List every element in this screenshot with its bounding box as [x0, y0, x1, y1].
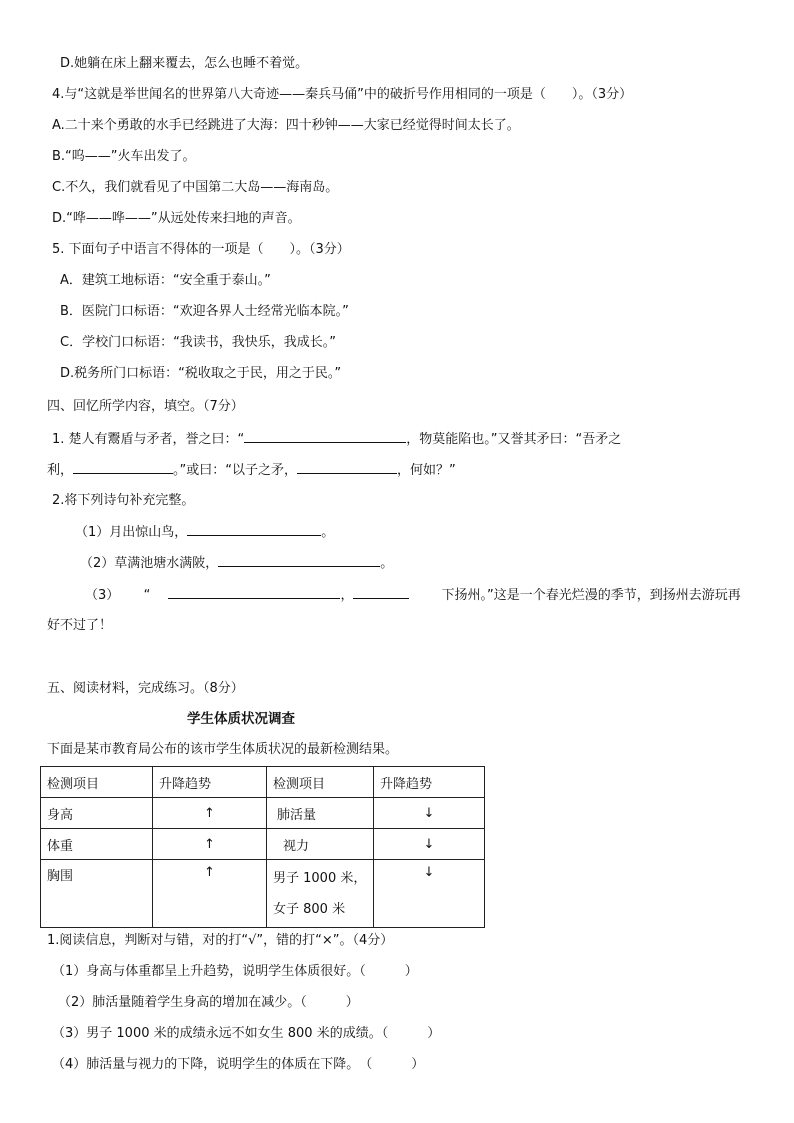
- table-cell-line: 女子 800 米: [273, 901, 346, 917]
- answer-blank[interactable]: [218, 554, 380, 567]
- trend-down-icon: ↓: [374, 798, 485, 829]
- poem-line-1: （1）月出惊山鸟，: [75, 525, 188, 540]
- poem-line-2: （2）草满池塘水满陂，: [80, 556, 219, 571]
- table-row: [41, 798, 485, 829]
- statement-3: （3）男子 1000 米的成绩永远不如女生 800 米的成绩。（ ）: [52, 1026, 441, 1041]
- trend-down-icon: ↓: [374, 860, 485, 928]
- table-cell: 视力: [267, 829, 374, 860]
- table-row: [41, 860, 485, 928]
- statement-1: （1）身高与体重都呈上升趋势，说明学生体质很好。（ ）: [52, 964, 418, 979]
- q4-option-d: D.“哗——哗——”从远处传来扫地的声音。: [52, 211, 301, 226]
- q4-option-c: C.不久，我们就看见了中国第二大岛——海南岛。: [52, 180, 339, 195]
- section5-q1: 1.阅读信息，判断对与错，对的打“√”，错的打“×”。（4分）: [47, 933, 394, 948]
- trend-up-icon: ↑: [153, 798, 267, 829]
- survey-table: [40, 766, 485, 928]
- q5-question: 5. 下面句子中语言不得体的一项是（ ）。（3分）: [52, 242, 350, 257]
- answer-blank[interactable]: [297, 461, 397, 474]
- section4-q2-heading: 2.将下列诗句补充完整。: [52, 493, 195, 508]
- section4-q2-item3-cont: 好不过了！: [47, 618, 113, 633]
- table-cell-line: 男子 1000 米，: [273, 870, 367, 886]
- poem-end-2: 。: [380, 556, 394, 571]
- q4-option-a: A.二十来个勇敢的水手已经跳进了大海：四十秒钟——大家已经觉得时间太长了。: [52, 118, 520, 133]
- q5-option-a: A．建筑工地标语：“安全重于泰山。”: [60, 273, 271, 288]
- q1-text-a: 1. 楚人有鬻盾与矛者，誉之曰：“: [52, 432, 245, 447]
- table-header-cell: 检测项目: [41, 767, 153, 798]
- statement-2: （2）肺活量随着学生身高的增加在减少。（ ）: [58, 995, 359, 1010]
- q3-option-d: D.她躺在床上翻来覆去，怎么也睡不着觉。: [60, 56, 309, 71]
- statement-4: （4）肺活量与视力的下降，说明学生的体质在下降。 （ ）: [52, 1057, 425, 1072]
- section4-q2-item2: [80, 554, 393, 573]
- q1-text-b: ，物莫能陷也。”又誉其矛曰：“吾矛之: [406, 432, 622, 447]
- section4-heading: 四、回忆所学内容，填空。（7分）: [47, 399, 244, 414]
- q4-question: 4.与“这就是举世闻名的世界第八大奇迹——秦兵马俑”中的破折号作用相同的一项是（ ）。（3分）: [52, 87, 633, 102]
- q5-option-c: C．学校门口标语：“我读书，我快乐，我成长。”: [60, 335, 337, 350]
- table-cell: 身高: [41, 798, 153, 829]
- q1-text-e: ，何如？”: [397, 463, 456, 478]
- q4-option-b: B.“呜——”火车出发了。: [52, 149, 196, 164]
- table-cell: [267, 860, 374, 928]
- table-header-cell: 升降趋势: [374, 767, 485, 798]
- trend-up-icon: ↑: [153, 829, 267, 860]
- table-cell: 胸围: [41, 860, 153, 928]
- section4-q1-line2: [47, 461, 456, 480]
- poem-comma-3: ，: [340, 588, 354, 603]
- article-intro: 下面是某市教育局公布的该市学生体质状况的最新检测结果。: [47, 742, 399, 757]
- section4-q1-line1: [52, 430, 621, 449]
- section5-heading: 五、阅读材料，完成练习。（8分）: [47, 681, 244, 696]
- section4-q2-item3: [85, 586, 741, 605]
- poem-end-1: 。: [321, 525, 335, 540]
- answer-blank[interactable]: [73, 461, 173, 474]
- answer-blank[interactable]: [187, 523, 321, 536]
- poem-quote-3: “: [143, 588, 151, 603]
- section4-q2-item1: [75, 523, 334, 542]
- answer-blank[interactable]: [168, 586, 340, 599]
- table-header-cell: 检测项目: [267, 767, 374, 798]
- table-header-cell: 升降趋势: [153, 767, 267, 798]
- answer-blank[interactable]: [353, 586, 409, 599]
- table-cell: 体重: [41, 829, 153, 860]
- table-header-row: [41, 767, 485, 798]
- trend-down-icon: ↓: [374, 829, 485, 860]
- answer-blank[interactable]: [244, 430, 406, 443]
- q1-text-d: 。”或曰：“以子之矛，: [173, 463, 297, 478]
- q5-option-b: B．医院门口标语：“欢迎各界人士经常光临本院。”: [60, 304, 349, 319]
- table-cell: 肺活量: [267, 798, 374, 829]
- poem-tail-3: 下扬州。”这是一个春光烂漫的季节，到扬州去游玩再: [441, 588, 741, 603]
- q1-text-c: 利，: [47, 463, 74, 478]
- trend-up-icon: ↑: [153, 860, 267, 928]
- table-row: [41, 829, 485, 860]
- article-title: 学生体质状况调查: [187, 711, 295, 727]
- poem-num-3: （3）: [85, 588, 120, 603]
- q5-option-d: D.税务所门口标语：“税收取之于民，用之于民。”: [60, 366, 342, 381]
